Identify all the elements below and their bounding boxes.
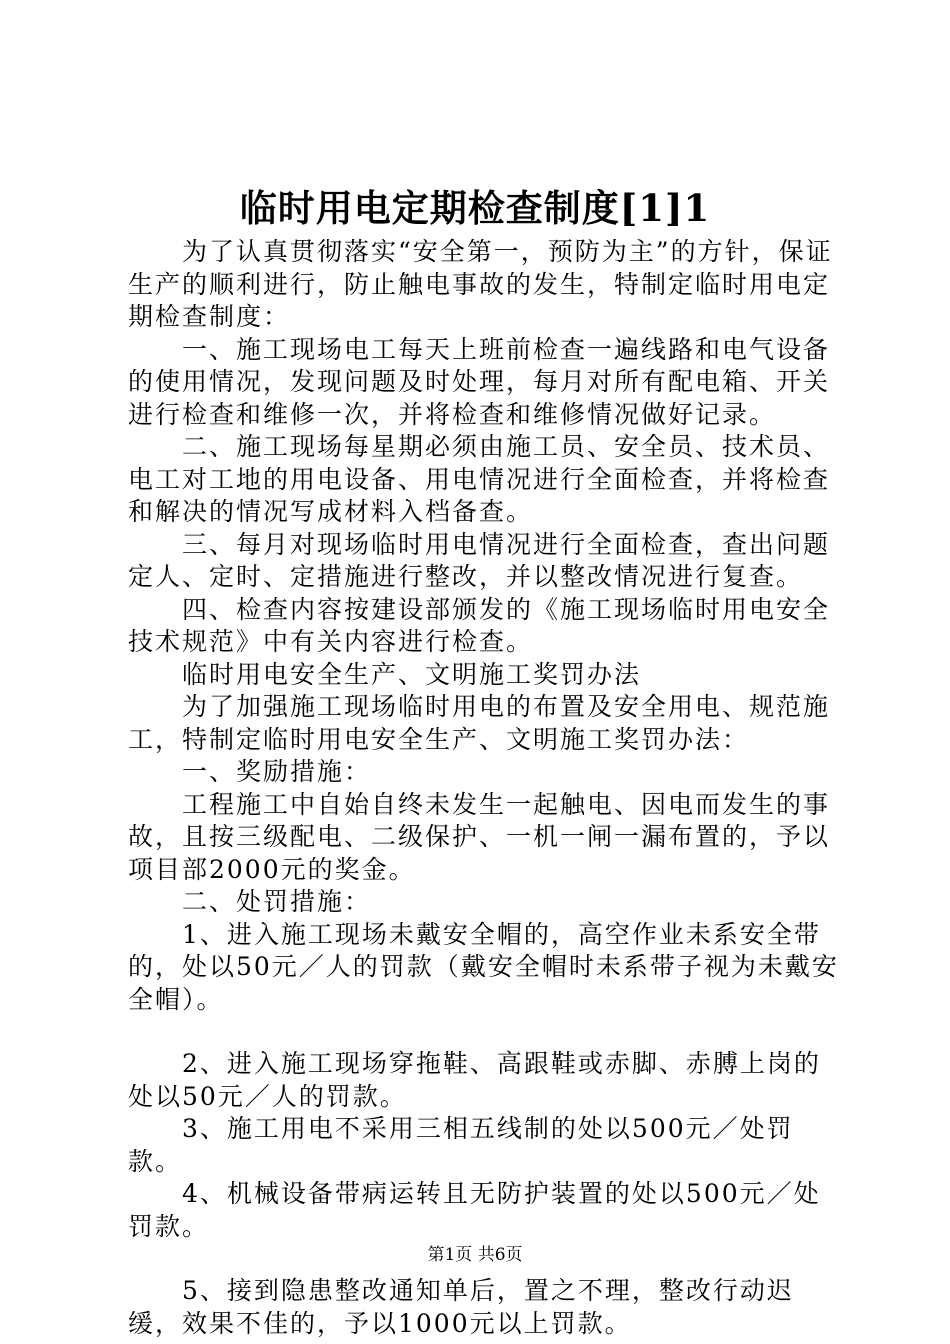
penalty-item-3: 3、施工用电不采用三相五线制的处以500元／处罚款。 [128, 1114, 794, 1176]
paragraph-reward-detail: 工程施工中自始自终未发生一起触电、因电而发生的事故，且按三级配电、二级保护、一机一闸一漏布置的，予以项目部2000元的奖金。 [128, 789, 831, 884]
section-heading-rewards-penalties: 临时用电安全生产、文明施工奖罚办法 [182, 659, 642, 689]
subheading-rewards: 一、奖励措施： [182, 757, 372, 786]
document-body [128, 236, 840, 1340]
penalty-item-5: 5、接到隐患整改通知单后，置之不理，整改行动迟缓，效果不佳的，予以1000元以上罚款。 [128, 1276, 794, 1338]
paragraph-item-2: 二、施工现场每星期必须由施工员、安全员、技术员、电工对工地的用电设备、用电情况进行全面检查，并将检查和解决的情况写成材料入档备查。 [128, 432, 831, 526]
page-number-footer: 第1页 共6页 [427, 1245, 523, 1265]
paragraph-item-1: 一、施工现场电工每天上班前检查一遍线路和电气设备的使用情况，发现问题及时处理，每月对所有配电箱、开关进行检查和维修一次，并将检查和维修情况做好记录。 [128, 334, 831, 429]
subheading-penalties: 二、处罚措施： [182, 887, 372, 916]
penalty-item-1: 1、进入施工现场未戴安全帽的，高空作业未系安全带的，处以50元／人的罚款（戴安全帽时未系带子视为未戴安全帽）。 [128, 919, 839, 1014]
paragraph-intro: 为了认真贯彻落实“安全第一，预防为主”的方针，保证生产的顺利进行，防止触电事故的发生，特制定临时用电定期检查制度： [128, 237, 833, 331]
paragraph-rewards-intro: 为了加强施工现场临时用电的布置及安全用电、规范施工，特制定临时用电安全生产、文明施工奖罚办法： [128, 692, 831, 754]
document-title: 临时用电定期检查制度[1]1 [239, 186, 711, 230]
penalty-item-4: 4、机械设备带病运转且无防护装置的处以500元／处罚款。 [128, 1179, 821, 1241]
paragraph-item-4: 四、检查内容按建设部颁发的《施工现场临时用电安全技术规范》中有关内容进行检查。 [128, 594, 831, 656]
paragraph-item-3: 三、每月对现场临时用电情况进行全面检查，查出问题定人、定时、定措施进行整改，并以整改情况进行复查。 [128, 529, 831, 591]
penalty-item-2: 2、进入施工现场穿拖鞋、高跟鞋或赤脚、赤膊上岗的处以50元／人的罚款。 [128, 1049, 821, 1111]
